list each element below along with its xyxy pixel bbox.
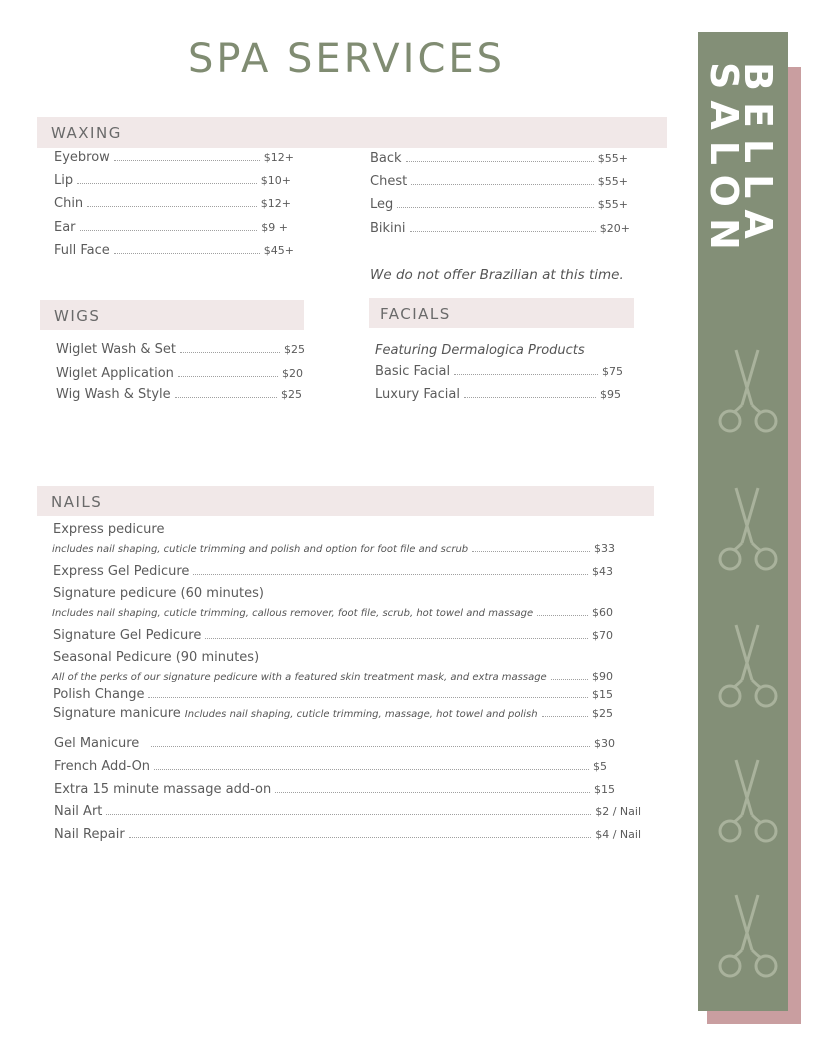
section-title: FACIALS xyxy=(380,305,451,323)
service-row xyxy=(54,196,291,216)
service-price: $9 + xyxy=(261,221,288,234)
leader-dots xyxy=(542,706,588,717)
section-header-nails xyxy=(37,486,654,516)
service-desc: All of the perks of our signature pedicure with a featured skin treatment mask, and extra massage xyxy=(52,672,547,683)
service-price: $25 xyxy=(284,343,305,356)
leader-dots xyxy=(411,174,594,185)
service-name: Signature pedicure (60 minutes) xyxy=(53,586,264,601)
service-row xyxy=(370,174,628,194)
leader-dots xyxy=(114,150,260,161)
service-name: Signature manicure xyxy=(53,706,181,721)
service-name: French Add-On xyxy=(54,759,151,774)
scissors-icon xyxy=(708,345,786,440)
service-name: Signature Gel Pedicure xyxy=(53,628,202,643)
leader-dots xyxy=(77,173,257,184)
service-price: $25 xyxy=(281,388,302,401)
leader-dots xyxy=(154,759,589,770)
leader-dots xyxy=(193,564,588,575)
service-name: Polish Change xyxy=(53,687,145,702)
service-row xyxy=(53,564,613,584)
service-name: Extra 15 minute massage add-on xyxy=(54,782,272,797)
service-row xyxy=(375,364,623,384)
service-name: Basic Facial xyxy=(375,364,451,379)
scissors-icon xyxy=(708,620,786,715)
service-price: $15 xyxy=(592,688,613,701)
service-price: $20 xyxy=(282,367,303,380)
section-title: WAXING xyxy=(51,124,122,142)
service-row xyxy=(53,706,613,726)
scissors-icon xyxy=(708,890,786,985)
service-row xyxy=(54,782,615,802)
service-name: Wiglet Application xyxy=(56,366,174,381)
leader-dots xyxy=(175,387,277,398)
section-header-waxing xyxy=(37,117,667,148)
service-price: $70 xyxy=(592,629,613,642)
scissors-icon xyxy=(708,483,786,578)
service-name: Chin xyxy=(54,196,84,211)
service-row xyxy=(54,150,294,170)
leader-dots xyxy=(151,736,590,747)
leader-dots xyxy=(454,364,598,375)
section-title: WIGS xyxy=(54,307,101,325)
brand-name xyxy=(703,62,783,302)
service-price: $90 xyxy=(592,670,613,683)
leader-dots xyxy=(397,197,594,208)
service-row xyxy=(370,197,628,217)
page-title: SPA SERVICES xyxy=(188,36,506,82)
service-desc-row xyxy=(52,605,613,625)
service-name: Luxury Facial xyxy=(375,387,460,402)
leader-dots xyxy=(537,605,588,616)
service-price: $55+ xyxy=(597,175,628,188)
leader-dots xyxy=(472,541,590,552)
leader-dots xyxy=(205,628,588,639)
service-row xyxy=(54,827,641,847)
leader-dots xyxy=(410,221,596,232)
service-price: $4 / Nail xyxy=(595,828,641,841)
service-desc: Includes nail shaping, cuticle trimming, callous remover, foot file, scrub, hot towel and massage xyxy=(52,608,534,619)
service-price: $20+ xyxy=(599,222,630,235)
service-name: Gel Manicure xyxy=(54,736,140,751)
leader-dots xyxy=(464,387,596,398)
scissors-icon xyxy=(708,755,786,850)
service-name: Nail Repair xyxy=(54,827,125,842)
service-price: $33 xyxy=(594,542,615,555)
leader-dots xyxy=(178,366,278,377)
leader-dots xyxy=(180,342,280,353)
service-price: $25 xyxy=(592,707,613,720)
service-name: Bikini xyxy=(370,221,406,236)
service-row xyxy=(53,628,613,648)
brand-line-1: BELLA xyxy=(736,62,780,250)
service-price: $55+ xyxy=(597,198,628,211)
section-title: NAILS xyxy=(51,493,103,511)
service-row xyxy=(56,366,303,386)
service-price: $43 xyxy=(592,565,613,578)
brazilian-note: We do not offer Brazilian at this time. xyxy=(370,267,624,283)
leader-dots xyxy=(106,804,591,815)
service-name: Back xyxy=(370,151,402,166)
brand-line-2: SALON xyxy=(702,62,746,261)
service-price: $5 xyxy=(593,760,607,773)
leader-dots xyxy=(114,243,260,254)
service-price: $10+ xyxy=(260,174,291,187)
leader-dots xyxy=(275,782,590,793)
service-row xyxy=(53,687,613,707)
service-price: $55+ xyxy=(597,152,628,165)
service-desc-row xyxy=(52,669,613,689)
service-name: Wig Wash & Style xyxy=(56,387,171,402)
service-row xyxy=(56,387,302,407)
leader-dots xyxy=(148,687,588,698)
service-price: $15 xyxy=(594,783,615,796)
service-row xyxy=(370,151,628,171)
service-row xyxy=(54,804,641,824)
service-name: Leg xyxy=(370,197,394,212)
service-row xyxy=(54,173,291,193)
service-name: Ear xyxy=(54,220,76,235)
service-price: $60 xyxy=(592,606,613,619)
service-desc-row xyxy=(52,541,615,561)
service-price: $12+ xyxy=(260,197,291,210)
service-price: $75 xyxy=(602,365,623,378)
service-price: $12+ xyxy=(263,151,294,164)
leader-dots xyxy=(129,827,592,838)
leader-dots xyxy=(551,669,588,680)
service-name: Chest xyxy=(370,174,408,189)
section-header-wigs xyxy=(40,300,304,330)
service-name: Express Gel Pedicure xyxy=(53,564,190,579)
service-name: Seasonal Pedicure (90 minutes) xyxy=(53,650,260,665)
service-row xyxy=(54,220,288,240)
service-desc: Includes nail shaping, cuticle trimming, massage, hot towel and polish xyxy=(184,709,538,720)
service-row xyxy=(54,736,615,756)
service-price: $2 / Nail xyxy=(595,805,641,818)
service-name: Wiglet Wash & Set xyxy=(56,342,177,357)
service-name: Nail Art xyxy=(54,804,103,819)
leader-dots xyxy=(87,196,257,207)
service-row xyxy=(54,243,294,263)
service-price: $45+ xyxy=(263,244,294,257)
leader-dots xyxy=(80,220,258,231)
section-header-facials xyxy=(369,298,634,328)
service-row xyxy=(54,759,607,779)
service-price: $30 xyxy=(594,737,615,750)
service-row xyxy=(370,221,630,241)
service-name: Express pedicure xyxy=(53,522,165,537)
service-name: Eyebrow xyxy=(54,150,110,165)
service-desc: includes nail shaping, cuticle trimming and polish and option for foot file and scrub xyxy=(52,544,469,555)
service-price: $95 xyxy=(600,388,621,401)
featuring-note: Featuring Dermalogica Products xyxy=(375,343,585,358)
service-row xyxy=(56,342,305,362)
service-name: Lip xyxy=(54,173,74,188)
leader-dots xyxy=(406,151,594,162)
service-row xyxy=(375,387,621,407)
service-name: Full Face xyxy=(54,243,110,258)
